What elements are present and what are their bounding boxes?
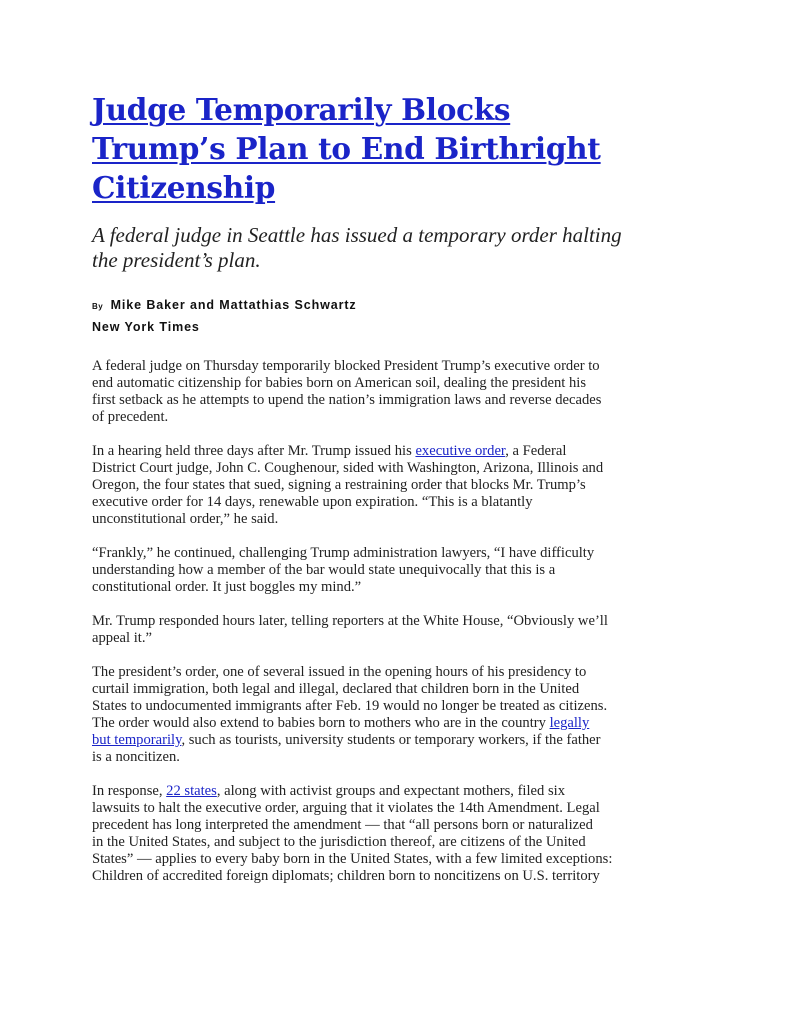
- byline-authors: Mike Baker and Mattathias Schwartz: [110, 298, 357, 312]
- legally-but-temporarily-link[interactable]: legally: [549, 715, 590, 731]
- byline-publication: New York Times: [92, 320, 200, 334]
- article-subtitle-line: the president’s plan.: [92, 248, 261, 272]
- paragraph-line: [92, 732, 704, 749]
- paragraph-line: first setback as he attempts to upend the nation’s immigration laws and reverse decades: [92, 392, 602, 408]
- article-title-line[interactable]: Citizenship: [92, 170, 276, 205]
- byline-prefix: By: [92, 302, 104, 311]
- paragraph-line: unconstitutional order,” he said.: [92, 511, 279, 527]
- paragraph-line: Mr. Trump responded hours later, telling reporters at the White House, “Obviously we’ll: [92, 613, 608, 629]
- paragraph: [92, 613, 704, 647]
- paragraph-line: [92, 715, 704, 732]
- paragraph-line: of precedent.: [92, 409, 169, 425]
- paragraph-line: [92, 783, 704, 800]
- paragraph-line: “Frankly,” he continued, challenging Trump administration lawyers, “I have difficulty: [92, 545, 595, 561]
- article-title[interactable]: [92, 90, 704, 207]
- article-subtitle: [92, 223, 704, 273]
- text-run: , such as tourists, university students or temporary workers, if the father: [181, 732, 601, 748]
- paragraph: [92, 545, 704, 596]
- paragraph-line: A federal judge on Thursday temporarily blocked President Trump’s executive order to: [92, 358, 600, 374]
- paragraph-line: The president’s order, one of several issued in the opening hours of his presidency to: [92, 664, 587, 680]
- text-run: , along with activist groups and expectant mothers, filed six: [216, 783, 565, 799]
- paragraph-line: appeal it.”: [92, 630, 152, 646]
- paragraph-line: precedent has long interpreted the amendment — that “all persons born or naturalized: [92, 817, 593, 833]
- paragraph-line: understanding how a member of the bar would state unequivocally that this is a: [92, 562, 556, 578]
- paragraph-line: States to undocumented immigrants after Feb. 19 would no longer be treated as citizens.: [92, 698, 608, 714]
- paragraph-line: District Court judge, John C. Coughenour, sided with Washington, Arizona, Illinois and: [92, 460, 604, 476]
- paragraph-line: States” — applies to every baby born in the United States, with a few limited exceptions:: [92, 851, 613, 867]
- byline-authors-row: [92, 295, 704, 317]
- paragraph: [92, 783, 704, 885]
- article-title-line[interactable]: Judge Temporarily Blocks: [92, 92, 511, 127]
- paragraph: [92, 664, 704, 766]
- article-subtitle-line: A federal judge in Seattle has issued a temporary order halting: [92, 223, 622, 247]
- paragraph-line: lawsuits to halt the executive order, arguing that it violates the 14th Amendment. Legal: [92, 800, 600, 816]
- paragraph-line: [92, 443, 704, 460]
- paragraph: [92, 443, 704, 528]
- paragraph-line: Oregon, the four states that sued, signing a restraining order that blocks Mr. Trump’s: [92, 477, 586, 493]
- text-run: In a hearing held three days after Mr. Trump issued his: [92, 443, 416, 459]
- legally-but-temporarily-link[interactable]: but temporarily: [92, 732, 182, 748]
- 22-states-link[interactable]: 22 states: [166, 783, 217, 799]
- article-title-line[interactable]: Trump’s Plan to End Birthright: [92, 131, 601, 166]
- paragraph: [92, 358, 704, 426]
- paragraph-line: curtail immigration, both legal and illegal, declared that children born in the United: [92, 681, 580, 697]
- article-body: [92, 358, 704, 885]
- text-run: The order would also extend to babies born to mothers who are in the country: [92, 715, 550, 731]
- text-run: In response,: [92, 783, 167, 799]
- byline: [92, 295, 704, 337]
- paragraph-line: is a noncitizen.: [92, 749, 180, 765]
- paragraph-line: executive order for 14 days, renewable upon expiration. “This is a blatantly: [92, 494, 533, 510]
- paragraph-line: in the United States, and subject to the jurisdiction thereof, are citizens of the United: [92, 834, 586, 850]
- paragraph-line: Children of accredited foreign diplomats; children born to noncitizens on U.S. territory: [92, 868, 600, 884]
- article: [92, 90, 704, 902]
- text-run: , a Federal: [505, 443, 567, 459]
- paragraph-line: constitutional order. It just boggles my mind.”: [92, 579, 362, 595]
- paragraph-line: end automatic citizenship for babies born on American soil, dealing the president his: [92, 375, 587, 391]
- executive-order-link[interactable]: executive order: [415, 443, 506, 459]
